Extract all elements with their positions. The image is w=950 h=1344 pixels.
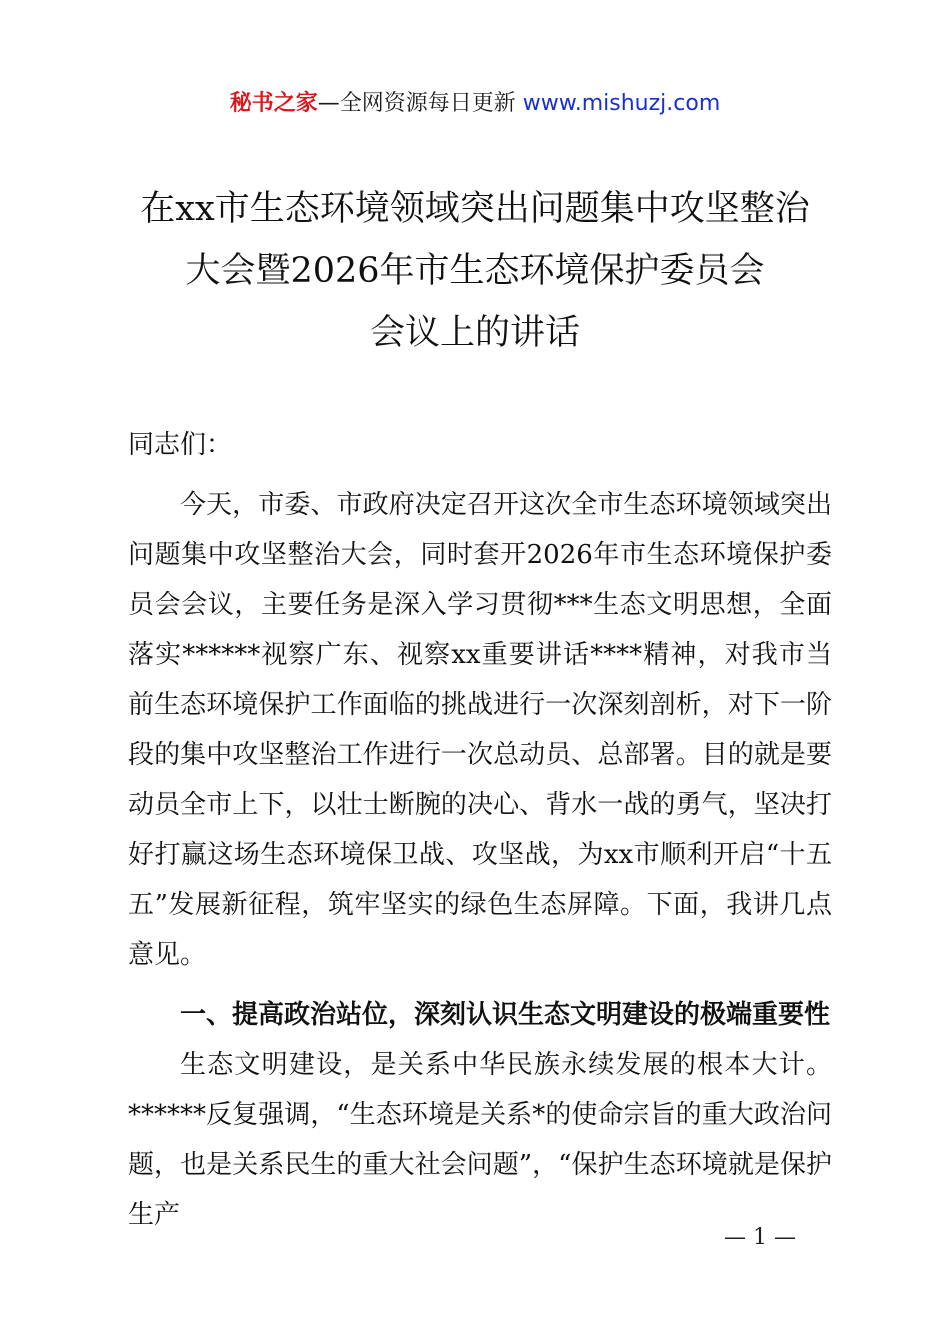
document-title [60, 178, 890, 364]
title-line-1: 在xx市生态环境领域突出问题集中攻坚整治 [140, 189, 810, 229]
salutation: 同志们： [128, 430, 233, 460]
paragraph-section-1: 生态文明建设，是关系中华民族永续发展的根本大计。******反复强调，“生态环境是关系*的使命宗旨的重大政治问题，也是关系民生的重大社会问题”，“保护生态环境就是保护生产 [128, 1050, 832, 1230]
paragraph-intro: 今天，市委、市政府决定召开这次全市生态环境领域突出问题集中攻坚整治大会，同时套开2026年市生态环境保护委员会会议，主要任务是深入学习贯彻***生态文明思想，全面落实******视察广东、视察xx重要讲话****精神，对我市当前生态环境保护工作面临的挑战进行一次深刻剖析，对下一阶段的集中攻坚整治工作进行一次总动员、总部署。目的就是要动员全市上下，以壮士断腕的决心、背水一战的勇气，坚决打好打赢这场生态环境保卫战、攻坚战，为xx市顺利开启“十五五”发展新征程，筑牢坚实的绿色生态屏障。下面，我讲几点意见。 [128, 490, 832, 970]
header-tagline: —全网资源每日更新 [317, 91, 523, 116]
document-body [128, 420, 832, 1240]
brand-name: 秘书之家 [229, 91, 318, 116]
title-line-2: 大会暨2026年市生态环境保护委员会 [185, 251, 765, 291]
header-url-link[interactable]: www.mishuzj.com [522, 91, 721, 116]
site-header [0, 86, 950, 122]
title-line-3: 会议上的讲话 [369, 313, 580, 353]
page-number: — 1 — [724, 1225, 796, 1250]
section-heading-1: 一、提高政治站位，深刻认识生态文明建设的极端重要性 [180, 1000, 831, 1030]
